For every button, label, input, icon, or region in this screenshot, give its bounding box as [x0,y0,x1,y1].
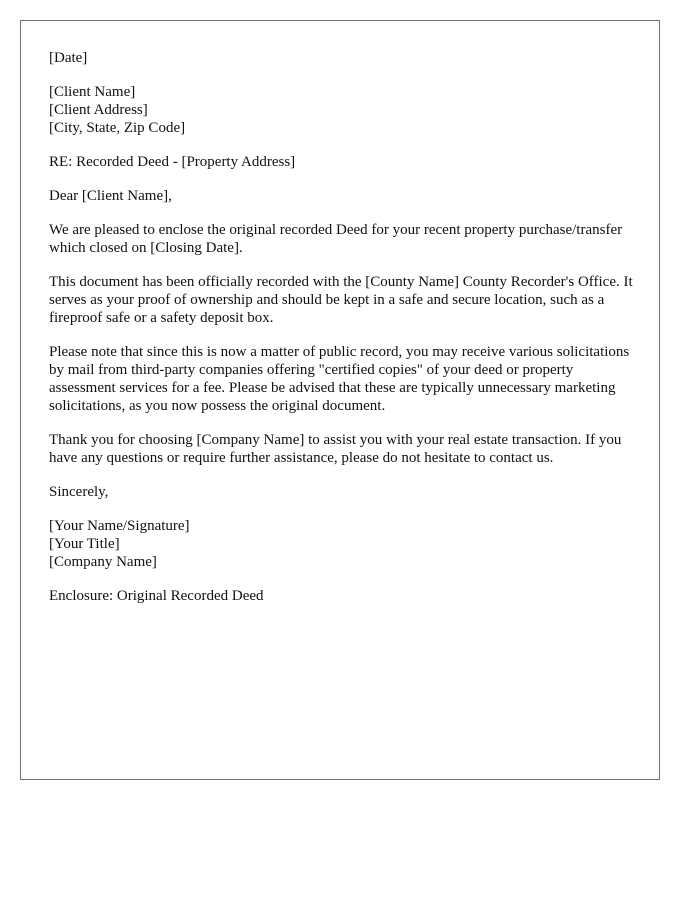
date-line [49,49,639,67]
letter-page [20,20,660,780]
letter-content [49,49,639,621]
salutation: Dear [Client Name], [49,188,172,204]
enclosure: Enclosure: Original Recorded Deed [49,588,264,604]
recipient-address-block [49,83,639,137]
signature-block [49,517,639,571]
signature-name: [Your Name/Signature] [49,518,190,534]
body-paragraph-recording: This document has been officially recorded with the [County Name] County Recorder's Office. It serves as your proof of ownership and should be kept in a safe and secure location, such as a fireproof safe or a safety deposit box. [49,274,633,326]
subject: RE: Recorded Deed - [Property Address] [49,154,296,170]
subject-line [49,153,639,171]
recipient-address: [Client Address] [49,102,148,118]
closing: Sincerely, [49,484,109,500]
body-paragraph-enclosure: We are pleased to enclose the original recorded Deed for your recent property purchase/transfer which closed on [Closing Date]. [49,222,623,256]
body-paragraph-solicitations: Please note that since this is now a matter of public record, you may receive various solicitations by mail from third-party companies offering "certified copies" of your deed or property assessment services for a fee. Please be advised that these are typically unnecessary marketing solicitations, as you now possess the original document. [49,344,630,414]
closing-line [49,483,639,501]
recipient-city-state-zip: [City, State, Zip Code] [49,120,186,136]
recipient-name: [Client Name] [49,84,136,100]
signature-company: [Company Name] [49,554,157,570]
date: [Date] [49,50,88,66]
enclosure-line [49,587,639,605]
signature-title: [Your Title] [49,536,120,552]
body-paragraph-thanks: Thank you for choosing [Company Name] to assist you with your real estate transaction. If you have any questions or require further assistance, please do not hesitate to contact us. [49,432,622,466]
salutation-line [49,187,639,205]
